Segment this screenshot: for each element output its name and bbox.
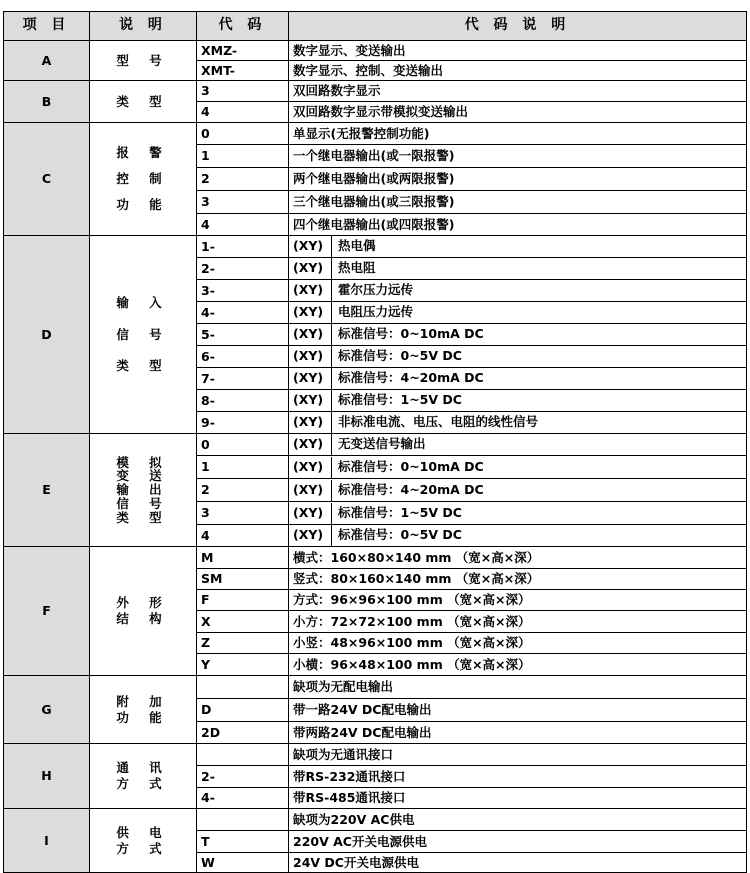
explain-cell: [289, 168, 747, 191]
explain-text: 24V DC开关电源供电: [293, 854, 419, 870]
item-cell: A: [4, 41, 90, 81]
header-code: 代 码: [197, 12, 289, 41]
desc-cell: [90, 123, 197, 236]
table-row: [4, 547, 747, 569]
code-cell: T: [197, 831, 289, 853]
explain-text: 带RS-232通讯接口: [293, 768, 406, 784]
code-cell: [197, 676, 289, 699]
desc-line: 方 式: [116, 776, 170, 791]
explain-text: 标准信号：0~5V DC: [338, 348, 462, 363]
code-cell: Y: [197, 654, 289, 676]
desc-line: 方 式: [116, 840, 170, 856]
explain-cell: [289, 569, 747, 590]
code-cell: [197, 809, 289, 831]
code-cell: 2: [197, 168, 289, 191]
table-row: [4, 676, 747, 699]
code-cell: SM: [197, 569, 289, 590]
header-desc: 说 明: [90, 12, 197, 41]
code-cell: X: [197, 611, 289, 633]
explain-cell: [289, 346, 747, 368]
explain-text: 方式：96×96×100 mm （宽×高×深）: [293, 592, 531, 608]
code-cell: 4: [197, 214, 289, 236]
code-cell: 7-: [197, 368, 289, 390]
xy-tag: (XY): [293, 282, 324, 297]
desc-cell: [90, 809, 197, 873]
explain-text: 无变送信号输出: [338, 436, 426, 451]
code-cell: 2: [197, 479, 289, 502]
explain-text: 带一路24V DC配电输出: [293, 702, 432, 718]
table-body: [4, 41, 747, 873]
explain-cell: [289, 368, 747, 390]
desc-cell: [90, 744, 197, 809]
explain-text: 三个继电器输出(或三限报警): [293, 194, 455, 210]
code-cell: XMZ-: [197, 41, 289, 61]
xy-tag: (XY): [293, 260, 324, 275]
xy-separator: [331, 480, 332, 501]
xy-tag: (XY): [293, 326, 324, 341]
desc-line: 结 构: [116, 611, 170, 626]
explain-cell: [289, 788, 747, 809]
explain-text: 标准信号：4~20mA DC: [338, 481, 484, 497]
code-cell: 1: [197, 145, 289, 168]
explain-cell: [289, 744, 747, 766]
xy-tag: (XY): [293, 414, 324, 429]
xy-tag: (XY): [293, 481, 324, 497]
table-row: [4, 809, 747, 831]
model-spec-table: [3, 11, 747, 873]
desc-line: 模 拟: [116, 454, 170, 470]
xy-separator: [331, 368, 332, 389]
explain-text: 标准信号：0~10mA DC: [338, 326, 484, 341]
desc-line: 信 号: [116, 495, 170, 511]
code-cell: M: [197, 547, 289, 569]
explain-cell: [289, 654, 747, 676]
desc-line: 报 警: [116, 145, 170, 161]
desc-line: 功 能: [116, 709, 170, 725]
item-cell: C: [4, 123, 90, 236]
desc-line: 外 形: [116, 595, 170, 611]
item-cell: G: [4, 676, 90, 744]
xy-separator: [331, 324, 332, 345]
table-row: [4, 41, 747, 61]
desc-line: 类 型: [116, 358, 170, 374]
explain-text: 小竖：48×96×100 mm （宽×高×深）: [293, 635, 531, 651]
explain-text: 220V AC开关电源供电: [293, 833, 427, 849]
explain-text: 标准信号：4~20mA DC: [338, 370, 484, 385]
desc-line: 输 入: [116, 294, 170, 310]
code-cell: 3: [197, 191, 289, 214]
xy-separator: [331, 390, 332, 411]
explain-text: 霍尔压力远传: [338, 282, 414, 297]
explain-cell: [289, 302, 747, 324]
xy-tag: (XY): [293, 304, 324, 319]
explain-cell: [289, 236, 747, 258]
explain-cell: [289, 412, 747, 434]
desc-cell: [90, 547, 197, 676]
desc-line: 输 出: [116, 482, 170, 498]
table-row: [4, 744, 747, 766]
explain-text: 缺项为220V AC供电: [293, 811, 415, 827]
desc-line: 类 型: [116, 509, 170, 525]
explain-cell: [289, 324, 747, 346]
explain-cell: [289, 699, 747, 722]
explain-cell: [289, 502, 747, 525]
explain-text: 标准信号：1~5V DC: [338, 392, 462, 407]
xy-tag: (XY): [293, 527, 324, 542]
desc-line: 型 号: [116, 52, 170, 68]
xy-separator: [331, 412, 332, 433]
code-cell: 3-: [197, 280, 289, 302]
desc-cell: [90, 434, 197, 547]
code-cell: F: [197, 590, 289, 611]
xy-tag: (XY): [293, 504, 324, 520]
xy-separator: [331, 346, 332, 367]
code-cell: 9-: [197, 412, 289, 434]
explain-cell: [289, 102, 747, 123]
explain-cell: [289, 831, 747, 853]
item-cell: B: [4, 81, 90, 123]
xy-tag: (XY): [293, 238, 324, 253]
explain-text: 单显示(无报警控制功能): [293, 125, 430, 141]
explain-cell: [289, 214, 747, 236]
desc-cell: [90, 81, 197, 123]
code-cell: 2D: [197, 722, 289, 744]
xy-separator: [331, 280, 332, 301]
explain-cell: [289, 41, 747, 61]
xy-tag: (XY): [293, 348, 324, 363]
code-cell: 3: [197, 502, 289, 525]
table-row: [4, 81, 747, 102]
item-cell: H: [4, 744, 90, 809]
explain-text: 四个继电器输出(或四限报警): [293, 216, 455, 232]
item-cell: F: [4, 547, 90, 676]
desc-line: 供 电: [116, 824, 170, 840]
code-cell: XMT-: [197, 61, 289, 81]
xy-separator: [331, 503, 332, 524]
desc-line: 附 加: [116, 693, 170, 709]
explain-text: 横式：160×80×140 mm （宽×高×深）: [293, 549, 540, 565]
explain-cell: [289, 390, 747, 412]
header-item: 项 目: [4, 12, 90, 41]
explain-cell: [289, 145, 747, 168]
explain-text: 标准信号：0~10mA DC: [338, 458, 484, 474]
code-cell: 2-: [197, 258, 289, 280]
explain-text: 一个继电器输出(或一限报警): [293, 148, 455, 164]
explain-cell: [289, 809, 747, 831]
table-row: [4, 434, 747, 456]
explain-cell: [289, 766, 747, 788]
desc-line: 功 能: [116, 196, 170, 212]
desc-line: 类 型: [116, 93, 170, 109]
xy-tag: (XY): [293, 458, 324, 474]
explain-text: 标准信号：1~5V DC: [338, 504, 462, 520]
xy-separator: [331, 434, 332, 455]
explain-cell: [289, 81, 747, 102]
table-row: [4, 236, 747, 258]
explain-text: 热电偶: [338, 238, 376, 253]
explain-cell: [289, 479, 747, 502]
explain-cell: [289, 676, 747, 699]
xy-separator: [331, 302, 332, 323]
explain-text: 数字显示、变送输出: [293, 42, 406, 58]
explain-text: 双回路数字显示: [293, 83, 381, 99]
desc-line: 变 送: [116, 468, 170, 484]
xy-tag: (XY): [293, 392, 324, 407]
xy-separator: [331, 236, 332, 257]
explain-cell: [289, 611, 747, 633]
desc-cell: [90, 41, 197, 81]
explain-cell: [289, 547, 747, 569]
explain-cell: [289, 456, 747, 479]
explain-text: 小横：96×48×100 mm （宽×高×深）: [293, 656, 531, 672]
code-cell: 4-: [197, 302, 289, 324]
explain-cell: [289, 280, 747, 302]
explain-text: 两个继电器输出(或两限报警): [293, 171, 455, 187]
item-cell: D: [4, 236, 90, 434]
explain-cell: [289, 633, 747, 654]
code-cell: 1: [197, 456, 289, 479]
xy-separator: [331, 525, 332, 546]
desc-cell: [90, 236, 197, 434]
explain-text: 缺项为无通讯接口: [293, 746, 394, 762]
desc-line: 通 讯: [116, 760, 170, 776]
code-cell: 4: [197, 102, 289, 123]
code-cell: Z: [197, 633, 289, 654]
explain-cell: [289, 123, 747, 145]
code-cell: W: [197, 853, 289, 873]
explain-text: 电阻压力远传: [338, 304, 414, 319]
code-cell: 8-: [197, 390, 289, 412]
explain-text: 热电阻: [338, 260, 376, 275]
explain-cell: [289, 61, 747, 81]
explain-text: 标准信号：0~5V DC: [338, 527, 462, 542]
explain-cell: [289, 258, 747, 280]
explain-text: 带RS-485通讯接口: [293, 790, 406, 806]
xy-separator: [331, 457, 332, 478]
explain-text: 竖式：80×160×140 mm （宽×高×深）: [293, 571, 540, 587]
explain-text: 缺项为无配电输出: [293, 679, 394, 695]
desc-cell: [90, 676, 197, 744]
explain-text: 数字显示、控制、变送输出: [293, 62, 444, 78]
code-cell: 4: [197, 525, 289, 547]
xy-separator: [331, 258, 332, 279]
xy-tag: (XY): [293, 370, 324, 385]
code-cell: 4-: [197, 788, 289, 809]
explain-cell: [289, 590, 747, 611]
explain-text: 非标准电流、电压、电阻的线性信号: [338, 414, 539, 429]
explain-text: 双回路数字显示带模拟变送输出: [293, 104, 469, 120]
code-cell: 1-: [197, 236, 289, 258]
table-row: [4, 123, 747, 145]
code-cell: [197, 744, 289, 766]
explain-cell: [289, 191, 747, 214]
explain-text: 小方：72×72×100 mm （宽×高×深）: [293, 613, 531, 629]
code-cell: 5-: [197, 324, 289, 346]
header-row: [4, 12, 747, 41]
header-explain: 代 码 说 明: [289, 12, 747, 41]
item-cell: I: [4, 809, 90, 873]
item-cell: E: [4, 434, 90, 547]
code-cell: 6-: [197, 346, 289, 368]
explain-cell: [289, 722, 747, 744]
code-cell: 0: [197, 123, 289, 145]
explain-cell: [289, 525, 747, 547]
explain-cell: [289, 434, 747, 456]
desc-line: 控 制: [116, 171, 170, 187]
xy-tag: (XY): [293, 436, 324, 451]
code-cell: 3: [197, 81, 289, 102]
desc-line: 信 号: [116, 326, 170, 342]
code-cell: D: [197, 699, 289, 722]
code-cell: 2-: [197, 766, 289, 788]
code-cell: 0: [197, 434, 289, 456]
explain-text: 带两路24V DC配电输出: [293, 724, 432, 740]
